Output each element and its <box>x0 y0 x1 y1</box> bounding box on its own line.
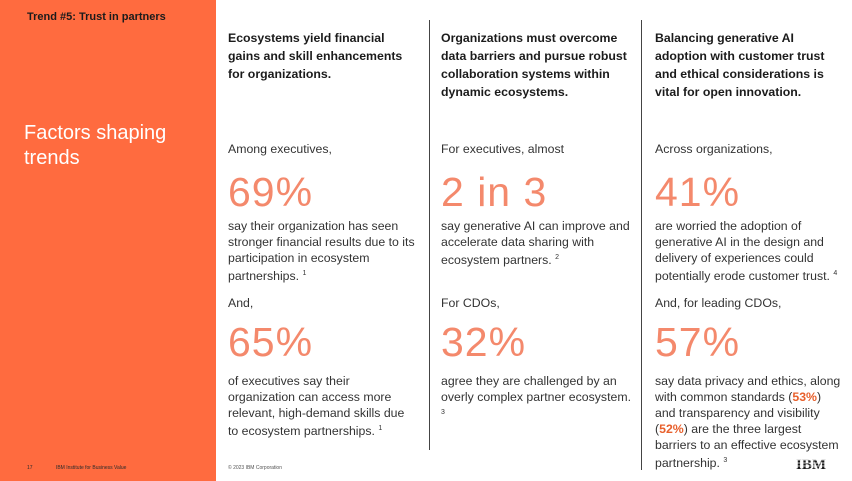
footnote-ref: 1 <box>378 425 383 432</box>
stat-text: say data privacy and ethics, along with common standards ( <box>655 374 841 404</box>
copyright: © 2023 IBM Corporation <box>228 465 282 471</box>
stat-text: of executives say their organization can access more relevant, high-demand skills due to ecosystem partnerships. <box>228 374 405 439</box>
page-footer <box>27 465 126 471</box>
trend-label: Trend #5: Trust in partners <box>27 11 166 23</box>
stat-intro: Across organizations, <box>655 142 773 156</box>
stat-value: 57% <box>655 319 741 365</box>
stat-value: 41% <box>655 169 741 215</box>
column-data-barriers <box>441 0 633 481</box>
footnote-ref: 4 <box>833 270 838 277</box>
stat-text: say their organization has seen stronger financial results due to its participation in ecosystem partnerships. <box>228 219 415 284</box>
stat-text: say generative AI can improve and accelerate data sharing with ecosystem partners. <box>441 219 630 268</box>
stat-value: 65% <box>228 319 314 365</box>
stat-value: 2 in 3 <box>441 169 548 215</box>
stat-value: 69% <box>228 169 314 215</box>
footnote-ref: 1 <box>302 270 307 277</box>
stat-description <box>228 218 418 284</box>
stat-description <box>655 218 845 284</box>
sidebar-panel <box>0 0 216 481</box>
stat-text: agree they are challenged by an overly complex partner ecosystem. <box>441 374 631 404</box>
section-heading-line2: trends <box>24 147 80 169</box>
highlight-percent: 53% <box>792 390 817 404</box>
stat-text: ) and transparency and visibility ( <box>655 390 822 436</box>
stat-description <box>441 373 631 423</box>
stat-intro: For CDOs, <box>441 296 500 310</box>
column-divider <box>429 20 430 450</box>
footnote-ref: 3 <box>441 409 445 416</box>
column-ecosystems <box>228 0 420 481</box>
stat-intro: For executives, almost <box>441 142 565 156</box>
stat-text: ) are the three largest barriers to an effective ecosystem partnership. <box>655 422 839 471</box>
highlight-percent: 52% <box>659 422 684 436</box>
column-heading: Balancing generative AI adoption with customer trust and ethical considerations is vital for open innovation. <box>655 31 825 99</box>
footnote-ref: 2 <box>555 254 560 261</box>
stat-intro: And, <box>228 296 254 310</box>
stat-value: 32% <box>441 319 527 365</box>
ibm-logo-text: IBM <box>796 457 826 471</box>
stat-intro: Among executives, <box>228 142 332 156</box>
page-number: 17 <box>27 465 33 471</box>
column-divider <box>641 20 642 470</box>
section-heading-line1: Factors shaping <box>24 122 167 144</box>
section-heading <box>24 121 166 171</box>
footnote-ref: 3 <box>723 457 728 464</box>
org-name: IBM Institute for Business Value <box>55 465 127 471</box>
column-customer-trust <box>655 0 847 481</box>
stat-intro: And, for leading CDOs, <box>655 296 782 310</box>
stat-text: are worried the adoption of generative AI in the design and delivery of experiences could potentially erode customer trust. <box>655 219 830 284</box>
column-heading: Organizations must overcome data barriers and pursue robust collaboration systems within dynamic ecosystems. <box>441 31 627 99</box>
stat-description <box>228 373 418 439</box>
ibm-logo <box>795 456 827 471</box>
column-heading: Ecosystems yield financial gains and skill enhancements for organizations. <box>228 31 403 81</box>
stat-description <box>441 218 631 268</box>
